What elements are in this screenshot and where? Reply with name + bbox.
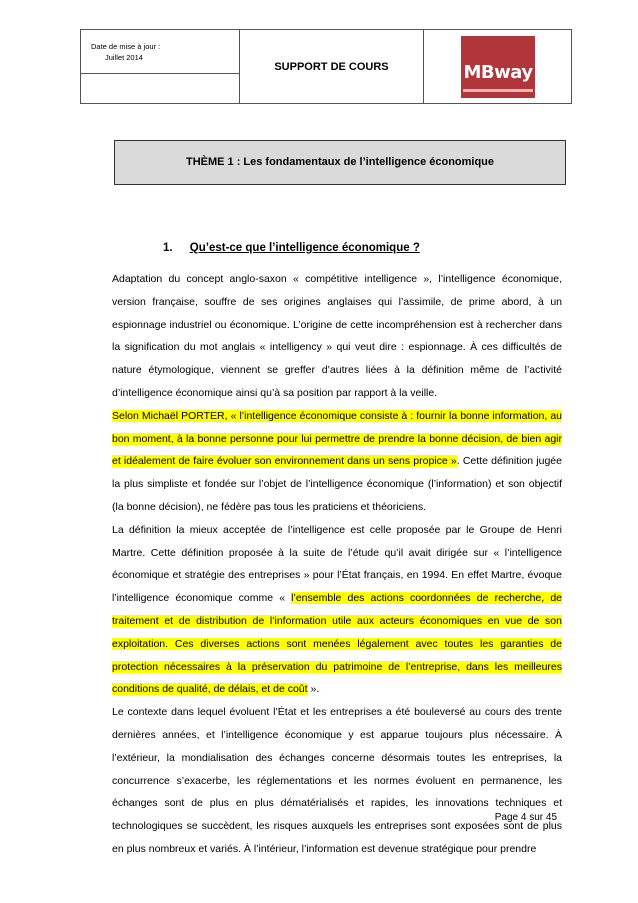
theme-title-box: THÈME 1 : Les fondamentaux de l’intelligence économique — [114, 140, 566, 185]
empty-header-cell — [81, 74, 240, 104]
highlighted-quote-martre: l’ensemble des actions coordonnées de recherche, de traitement et de distribution de l’information utile aux acteurs économiques en vue de son exploitation. Ces diverses actions sont menées légalement avec toutes les garanties de protection nécessaires à la préservation du patrimoine de l’entreprise, dans les meilleures conditions de qualité, de délais, et de coût — [112, 592, 562, 696]
section-heading — [163, 242, 420, 254]
update-date-label: Date de mise à jour : — [91, 41, 161, 51]
logo-cell — [424, 30, 572, 104]
paragraph-martre — [112, 519, 562, 701]
highlighted-quote-porter: Selon Michaël PORTER, « l’intelligence économique consiste à : fournir la bonne information, au bon moment, à la bonne personne pour lui permettre de prendre la bonne décision, de bien agir et idéalement de faire évoluer son environnement dans un sens propice » — [112, 409, 562, 468]
paragraph-intro: Adaptation du concept anglo-saxon « compétitive intelligence », l’intelligence économique, version française, souffre de ses origines anglaises qui l’assimile, de prime abord, à un espionnage industriel ou économique. L’origine de cette incompréhension est à rechercher dans la signification du mot anglais « intelligency » qui veut dire : espionnage. À ces difficultés de nature étymologique, viennent se greffer d’autres liées à la définition même de l’activité d’intelligence économique ainsi qu’à sa position par rapport à la veille. — [112, 273, 562, 399]
logo-tagline-bar — [463, 89, 533, 92]
logo-text: MBway — [463, 61, 533, 83]
section-number: 1. — [163, 242, 173, 254]
paragraph-porter-rest: . Cette définition jugée la plus simpliste et fondée sur l’objet de l’intelligence économique (l’information) et son objectif (la bonne décision), ne fédère pas tous les praticiens et théoriciens. — [112, 455, 562, 513]
section-title: Qu’est-ce que l’intelligence économique ? — [189, 242, 420, 254]
mbway-logo — [461, 36, 535, 98]
update-date-cell — [81, 30, 240, 74]
body-text — [112, 268, 562, 861]
paragraph-porter — [112, 405, 562, 519]
page-number: Page 4 sur 45 — [494, 812, 557, 823]
document-header — [80, 29, 572, 104]
paragraph-context: Le contexte dans lequel évoluent l’État et les entreprises a été bouleversé au cours des trente dernières années, et l’intelligence économique y est apparue toujours plus nécessaire. À l’extérieur, la mondialisation des échanges concerne désormais toutes les entreprises, la concurrence s’exacerbe, les réglementations et les normes évoluent en permanence, les échanges sont de plus en plus dématérialisés et rapides, les innovations techniques et technologiques se succèdent, les risques auxquels les entreprises sont exposées sont de plus en plus nombreux et variés. À l’intérieur, l’information est devenue stratégique pour prendre — [112, 706, 562, 855]
paragraph-martre-start: La définition la mieux acceptée de l’intelligence est celle proposée par le Groupe de Henri Martre. Cette définition proposée à la suite de l’étude qu’il avait dirigée sur « l’intelligence économique et stratégie des entreprises » pour l’État français, en 1994. En effet Martre, évoque l’intelligence économique comme « — [112, 523, 562, 605]
update-date-value: Juillet 2014 — [105, 52, 143, 62]
paragraph-martre-end: ». — [307, 683, 320, 696]
document-type-title: SUPPORT DE COURS — [240, 30, 424, 104]
